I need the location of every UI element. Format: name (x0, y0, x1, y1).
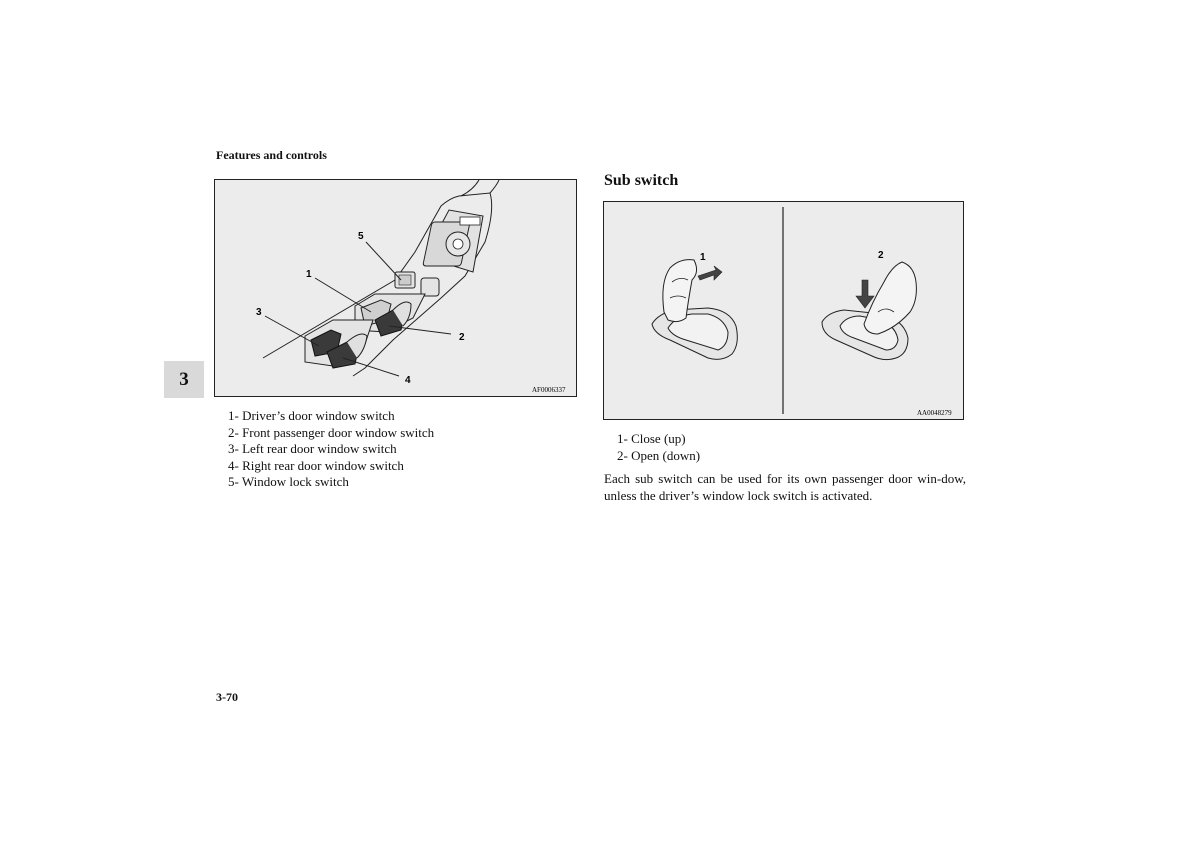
callout-1: 1 (306, 269, 312, 280)
legend-item: 1- Driver’s door window switch (228, 408, 395, 423)
sub-switch-illustration (604, 202, 963, 419)
chapter-tab: 3 (164, 361, 204, 398)
figure-code: AF0006337 (532, 386, 566, 394)
sub-switch-legend (617, 431, 700, 464)
callout-3: 3 (256, 307, 262, 318)
sub-switch-paragraph: Each sub switch can be used for its own passenger door win-dow, unless the driver’s window lock switch is activated. (604, 471, 966, 503)
sub-switch-figure (603, 201, 964, 420)
section-header: Features and controls (216, 148, 327, 162)
window-switch-figure (214, 179, 577, 397)
callout-2: 2 (459, 332, 465, 343)
legend-item: 5- Window lock switch (228, 474, 349, 489)
legend-item: 3- Left rear door window switch (228, 441, 397, 456)
sub-switch-heading: Sub switch (604, 172, 679, 189)
sub-callout-2: 2 (878, 250, 884, 261)
callout-5: 5 (358, 231, 364, 242)
page-number: 3-70 (216, 690, 238, 704)
callout-4: 4 (405, 375, 411, 386)
legend-item: 1- Close (up) (617, 431, 686, 446)
legend-item: 2- Open (down) (617, 447, 701, 463)
legend-item: 4- Right rear door window switch (228, 457, 404, 473)
window-switch-illustration (215, 180, 576, 396)
legend-item: 2- Front passenger door window switch (228, 424, 435, 440)
switch-legend (228, 408, 434, 491)
sub-figure-code: AA0048279 (917, 409, 952, 417)
sub-callout-1: 1 (700, 252, 706, 263)
